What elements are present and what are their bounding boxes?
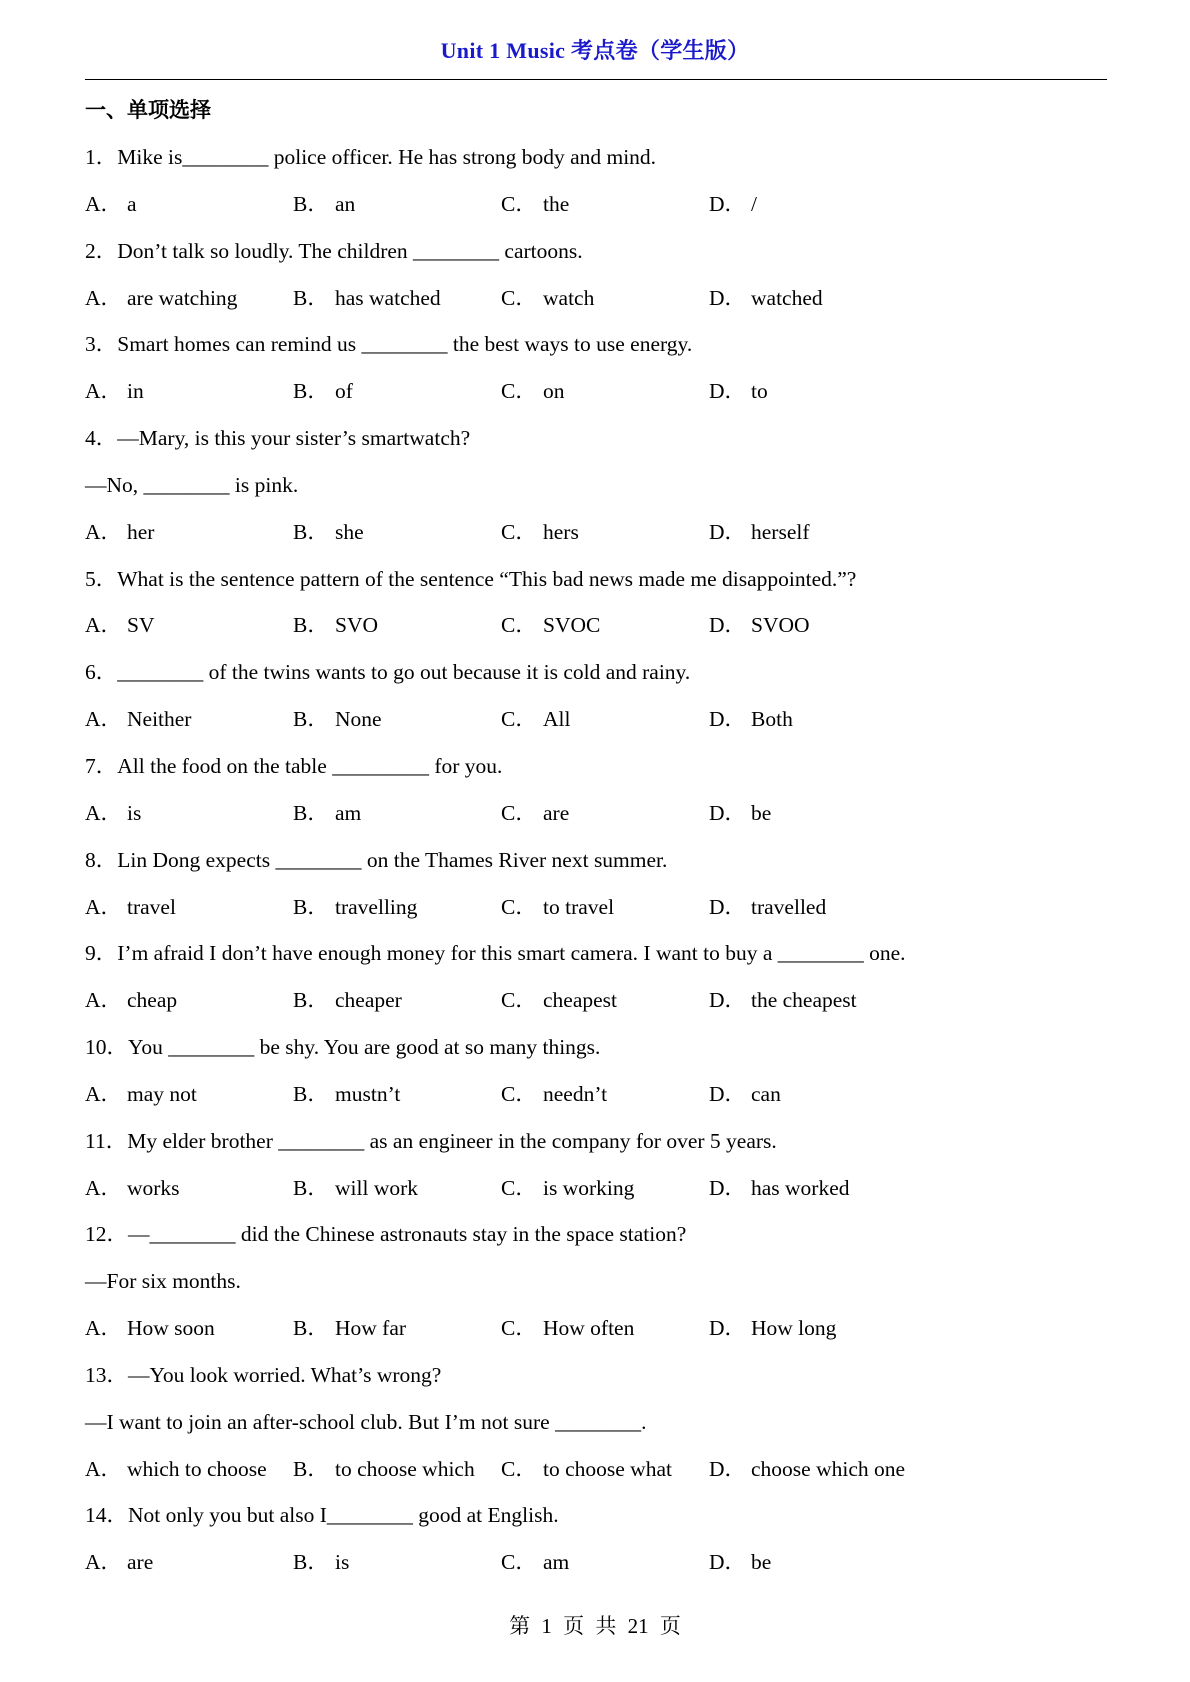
answer-option[interactable] <box>501 884 709 931</box>
option-text: a <box>127 191 137 216</box>
option-letter: C． <box>501 379 537 404</box>
answer-options <box>85 368 1115 415</box>
answer-option[interactable] <box>501 1446 709 1493</box>
option-text: Both <box>751 707 793 732</box>
option-letter: B． <box>293 1175 329 1200</box>
option-text: travel <box>127 894 176 919</box>
question-stem: 3．Smart homes can remind us ________ the best ways to use energy. <box>85 332 693 357</box>
answer-option[interactable] <box>501 696 709 743</box>
option-letter: C． <box>501 1456 537 1481</box>
question-stem: 12．—________ did the Chinese astronauts stay in the space station? <box>85 1222 687 1247</box>
answer-option[interactable] <box>709 368 917 415</box>
answer-option[interactable] <box>501 1165 709 1212</box>
question-item <box>85 649 1115 743</box>
option-letter: D． <box>709 519 747 544</box>
question-item <box>85 1118 1115 1212</box>
option-text: to choose which <box>335 1456 475 1481</box>
option-letter: D． <box>709 285 747 310</box>
answer-options <box>85 977 1115 1024</box>
option-letter: B． <box>293 1456 329 1481</box>
option-text: SV <box>127 613 155 638</box>
question-stem: 4．—Mary, is this your sister’s smartwatch? <box>85 426 471 451</box>
option-letter: C． <box>501 191 537 216</box>
question-stem: 10．You ________ be shy. You are good at so many things. <box>85 1035 601 1060</box>
option-text: to travel <box>543 894 615 919</box>
answer-option[interactable] <box>501 1539 709 1586</box>
answer-options <box>85 181 1115 228</box>
answer-option[interactable] <box>85 1446 293 1493</box>
answer-option[interactable] <box>293 1539 501 1586</box>
option-letter: B． <box>293 613 329 638</box>
question-item <box>85 1492 1115 1586</box>
answer-options <box>85 1305 1115 1352</box>
option-letter: C． <box>501 1081 537 1106</box>
answer-option[interactable] <box>85 696 293 743</box>
option-text: herself <box>751 519 810 544</box>
option-text: to choose what <box>543 1456 672 1481</box>
answer-option[interactable] <box>85 1539 293 1586</box>
question-item <box>85 837 1115 931</box>
option-letter: A． <box>85 1316 123 1341</box>
option-letter: D． <box>709 1316 747 1341</box>
option-text: cheapest <box>543 988 618 1013</box>
option-letter: B． <box>293 800 329 825</box>
question-stem: 5．What is the sentence pattern of the sentence “This bad news made me disappointed.”? <box>85 566 857 591</box>
option-text: How long <box>751 1316 837 1341</box>
answer-option[interactable] <box>501 1305 709 1352</box>
answer-option[interactable] <box>293 1071 501 1118</box>
question-stem: 6．________ of the twins wants to go out because it is cold and rainy. <box>85 660 691 685</box>
option-text: the cheapest <box>751 988 857 1013</box>
option-letter: D． <box>709 1550 747 1575</box>
option-text: watch <box>543 285 595 310</box>
page-number: 第 1 页 共 21 页 <box>509 1614 681 1638</box>
option-letter: A． <box>85 379 123 404</box>
option-text: an <box>335 191 356 216</box>
answer-option[interactable] <box>501 509 709 556</box>
option-letter: C． <box>501 519 537 544</box>
option-text: Neither <box>127 707 192 732</box>
answer-option[interactable] <box>293 790 501 837</box>
option-letter: B． <box>293 379 329 404</box>
question-item <box>85 321 1115 415</box>
option-letter: C． <box>501 988 537 1013</box>
answer-option[interactable] <box>293 1446 501 1493</box>
answer-options <box>85 1165 1115 1212</box>
question-dialogue-line: —No, ________ is pink. <box>85 472 299 497</box>
option-letter: A． <box>85 707 123 732</box>
option-text: SVOO <box>751 613 810 638</box>
option-text: are <box>127 1550 154 1575</box>
question-dialogue-line: —I want to join an after-school club. But I’m not sure ________. <box>85 1409 647 1434</box>
answer-option[interactable] <box>709 1539 917 1586</box>
option-text: is <box>127 800 142 825</box>
option-text: are <box>543 800 570 825</box>
option-letter: A． <box>85 1081 123 1106</box>
option-text: SVO <box>335 613 379 638</box>
answer-option[interactable] <box>501 368 709 415</box>
option-letter: B． <box>293 894 329 919</box>
answer-option[interactable] <box>293 696 501 743</box>
option-letter: C． <box>501 1175 537 1200</box>
answer-option[interactable] <box>85 368 293 415</box>
answer-option[interactable] <box>501 602 709 649</box>
option-letter: D． <box>709 1175 747 1200</box>
option-text: / <box>751 191 757 216</box>
answer-option[interactable] <box>85 181 293 228</box>
option-text: on <box>543 379 565 404</box>
option-letter: A． <box>85 1175 123 1200</box>
question-item <box>85 1024 1115 1118</box>
option-letter: D． <box>709 1081 747 1106</box>
answer-option[interactable] <box>85 1305 293 1352</box>
option-letter: C． <box>501 285 537 310</box>
option-text: watched <box>751 285 823 310</box>
option-letter: A． <box>85 1456 123 1481</box>
option-letter: D． <box>709 894 747 919</box>
answer-option[interactable] <box>501 275 709 322</box>
question-stem: 14．Not only you but also I________ good at English. <box>85 1503 559 1528</box>
option-text: of <box>335 379 353 404</box>
answer-option[interactable] <box>709 1071 917 1118</box>
answer-option[interactable] <box>709 1446 917 1493</box>
question-item <box>85 930 1115 1024</box>
header-divider <box>85 79 1107 80</box>
answer-option[interactable] <box>85 884 293 931</box>
answer-option[interactable] <box>501 790 709 837</box>
option-text: travelling <box>335 894 418 919</box>
question-stem: 1．Mike is________ police officer. He has strong body and mind. <box>85 145 657 169</box>
question-item <box>85 415 1115 556</box>
option-letter: D． <box>709 191 747 216</box>
answer-option[interactable] <box>85 977 293 1024</box>
option-text: are watching <box>127 285 238 310</box>
answer-option[interactable] <box>85 275 293 322</box>
answer-option[interactable] <box>85 1165 293 1212</box>
option-text: in <box>127 379 144 404</box>
question-item <box>85 1352 1115 1493</box>
option-letter: B． <box>293 1316 329 1341</box>
question-dialogue-line: —For six months. <box>85 1269 241 1294</box>
answer-option[interactable] <box>709 509 917 556</box>
option-letter: A． <box>85 519 123 544</box>
option-letter: D． <box>709 988 747 1013</box>
answer-option[interactable] <box>293 1305 501 1352</box>
answer-option[interactable] <box>293 368 501 415</box>
option-text: is working <box>543 1175 635 1200</box>
answer-options <box>85 884 1115 931</box>
option-text: works <box>127 1175 180 1200</box>
option-letter: B． <box>293 1081 329 1106</box>
answer-option[interactable] <box>293 884 501 931</box>
answer-options <box>85 790 1115 837</box>
option-text: is <box>335 1550 350 1575</box>
option-letter: B． <box>293 285 329 310</box>
answer-option[interactable] <box>85 790 293 837</box>
option-text: to <box>751 379 768 404</box>
answer-option[interactable] <box>709 181 917 228</box>
answer-options <box>85 696 1115 743</box>
option-text: has worked <box>751 1175 850 1200</box>
option-text: her <box>127 519 155 544</box>
answer-option[interactable] <box>709 602 917 649</box>
option-text: am <box>335 800 362 825</box>
answer-option[interactable] <box>293 509 501 556</box>
question-stem: 11．My elder brother ________ as an engineer in the company for over 5 years. <box>85 1128 777 1153</box>
document-title: Unit 1 Music 考点卷（学生版） <box>440 38 750 63</box>
option-letter: A． <box>85 1550 123 1575</box>
answer-option[interactable] <box>501 977 709 1024</box>
answer-option[interactable] <box>293 602 501 649</box>
option-letter: A． <box>85 894 123 919</box>
option-letter: C． <box>501 800 537 825</box>
answer-option[interactable] <box>85 602 293 649</box>
question-item <box>85 556 1115 650</box>
option-letter: C． <box>501 1550 537 1575</box>
option-letter: A． <box>85 800 123 825</box>
answer-options <box>85 1446 1115 1493</box>
option-letter: A． <box>85 988 123 1013</box>
option-text: mustn’t <box>335 1081 401 1106</box>
question-stem: 13．—You look worried. What’s wrong? <box>85 1362 442 1387</box>
option-text: the <box>543 191 570 216</box>
option-text: be <box>751 1550 772 1575</box>
option-text: will work <box>335 1175 419 1200</box>
answer-options <box>85 275 1115 322</box>
option-text: which to choose <box>127 1456 267 1481</box>
option-text: All <box>543 707 571 732</box>
question-stem: 9．I’m afraid I don’t have enough money for this smart camera. I want to buy a ________ one. <box>85 941 906 966</box>
option-letter: D． <box>709 800 747 825</box>
answer-option[interactable] <box>709 884 917 931</box>
option-letter: B． <box>293 988 329 1013</box>
question-stem: 8．Lin Dong expects ________ on the Thames River next summer. <box>85 847 668 872</box>
answer-option[interactable] <box>293 1165 501 1212</box>
answer-option[interactable] <box>709 275 917 322</box>
answer-option[interactable] <box>293 181 501 228</box>
option-text: None <box>335 707 382 732</box>
question-item <box>85 1211 1115 1352</box>
option-letter: C． <box>501 894 537 919</box>
answer-option[interactable] <box>709 1165 917 1212</box>
question-item <box>85 228 1115 322</box>
option-text: How often <box>543 1316 635 1341</box>
option-text: be <box>751 800 772 825</box>
answer-option[interactable] <box>709 696 917 743</box>
section-heading: 一、单项选择 <box>85 98 211 122</box>
option-text: needn’t <box>543 1081 608 1106</box>
option-text: How far <box>335 1316 407 1341</box>
answer-options <box>85 602 1115 649</box>
question-item <box>85 134 1115 228</box>
option-letter: B． <box>293 1550 329 1575</box>
option-letter: A． <box>85 613 123 638</box>
option-letter: C． <box>501 707 537 732</box>
option-letter: B． <box>293 519 329 544</box>
answer-option[interactable] <box>709 1305 917 1352</box>
answer-option[interactable] <box>293 275 501 322</box>
option-letter: C． <box>501 1316 537 1341</box>
answer-option[interactable] <box>85 509 293 556</box>
answer-option[interactable] <box>709 790 917 837</box>
option-text: choose which one <box>751 1456 906 1481</box>
answer-option[interactable] <box>501 181 709 228</box>
option-text: can <box>751 1081 781 1106</box>
option-letter: D． <box>709 379 747 404</box>
option-letter: D． <box>709 707 747 732</box>
question-item <box>85 743 1115 837</box>
answer-option[interactable] <box>293 977 501 1024</box>
answer-option[interactable] <box>709 977 917 1024</box>
question-list <box>85 134 1115 1586</box>
option-text: has watched <box>335 285 441 310</box>
option-letter: A． <box>85 191 123 216</box>
option-text: travelled <box>751 894 827 919</box>
option-text: How soon <box>127 1316 215 1341</box>
question-stem: 7．All the food on the table _________ for you. <box>85 753 503 778</box>
option-text: she <box>335 519 364 544</box>
option-text: am <box>543 1550 570 1575</box>
option-text: SVOC <box>543 613 601 638</box>
answer-option[interactable] <box>501 1071 709 1118</box>
option-letter: B． <box>293 707 329 732</box>
option-letter: A． <box>85 285 123 310</box>
option-letter: C． <box>501 613 537 638</box>
answer-options <box>85 509 1115 556</box>
answer-options <box>85 1539 1115 1586</box>
option-text: cheaper <box>335 988 402 1013</box>
option-text: cheap <box>127 988 178 1013</box>
answer-option[interactable] <box>85 1071 293 1118</box>
option-text: hers <box>543 519 579 544</box>
question-stem: 2．Don’t talk so loudly. The children ________ cartoons. <box>85 238 583 263</box>
option-letter: D． <box>709 1456 747 1481</box>
answer-options <box>85 1071 1115 1118</box>
option-text: may not <box>127 1081 197 1106</box>
option-letter: D． <box>709 613 747 638</box>
option-letter: B． <box>293 191 329 216</box>
